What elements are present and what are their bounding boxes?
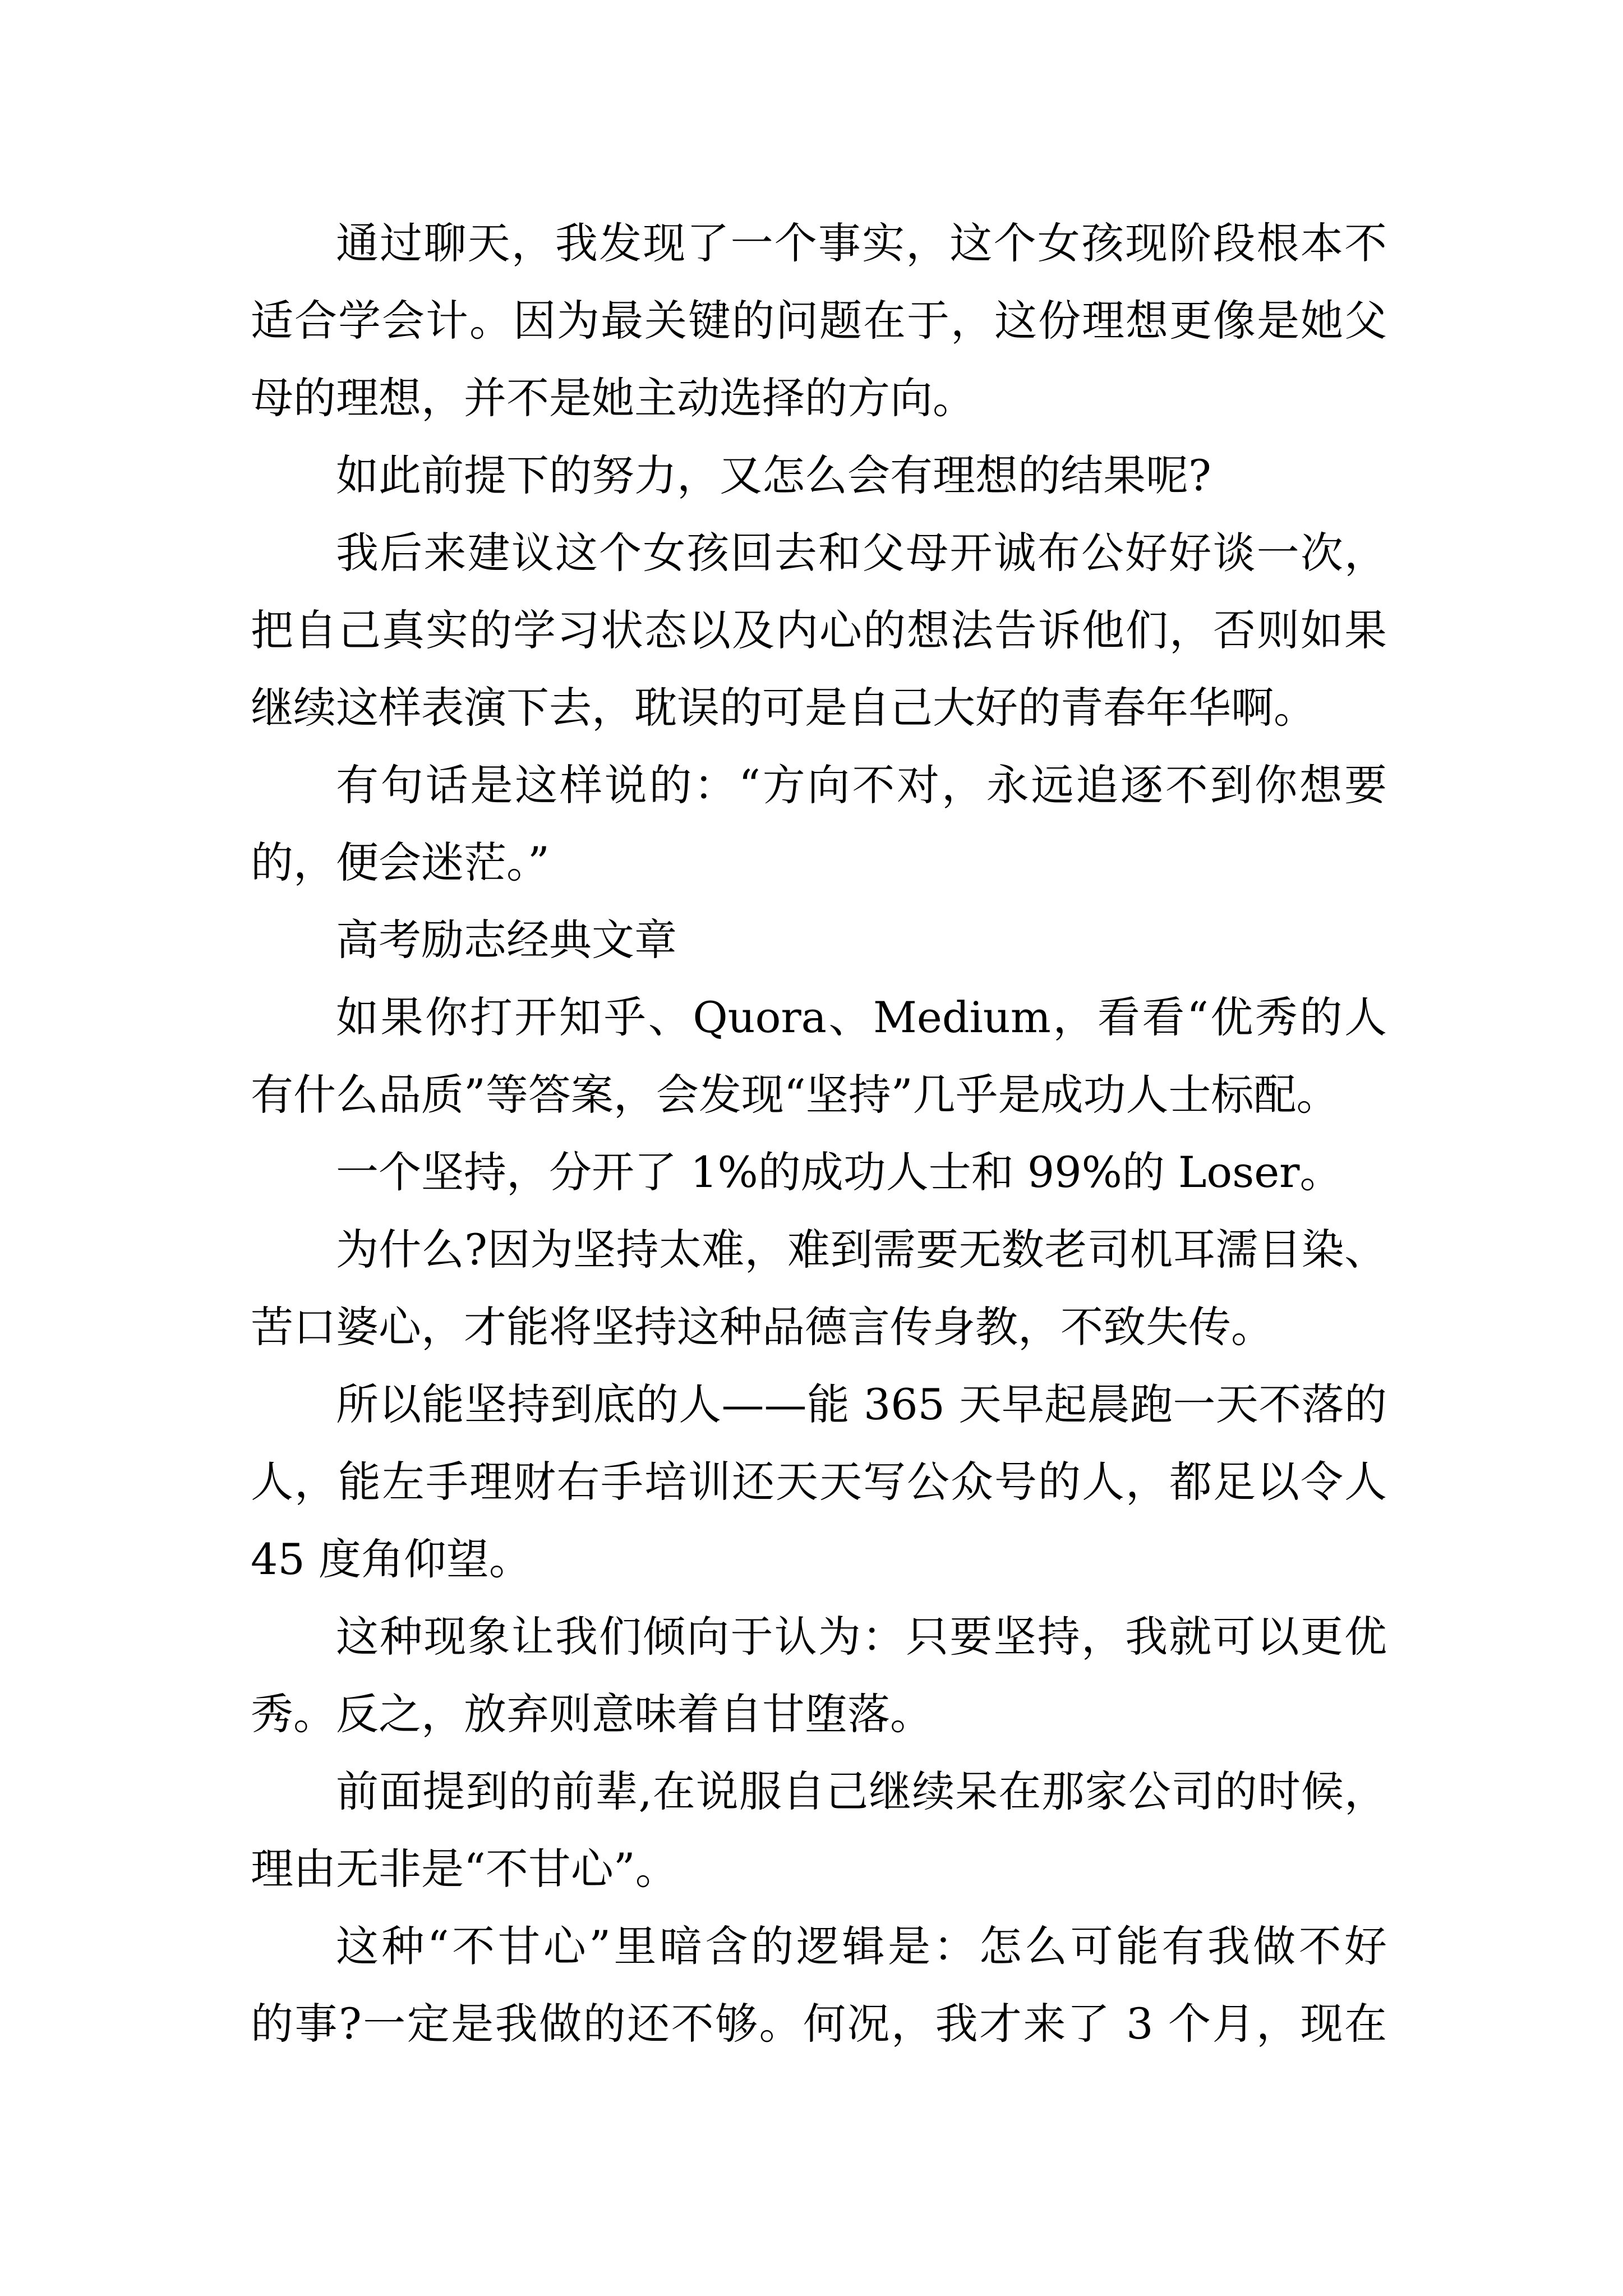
- paragraph-line: 所以能坚持到底的人——能 365 天早起晨跑一天不落的: [336, 1379, 1387, 1429]
- section-heading: 高考励志经典文章: [336, 915, 677, 965]
- paragraph-line: 秀。反之，放弃则意味着自甘堕落。: [251, 1689, 933, 1739]
- paragraph-line: 我后来建议这个女孩回去和父母开诚布公好好谈一次，: [336, 528, 1387, 578]
- paragraph-line: 有句话是这样说的：“方向不对，永远追逐不到你想要: [336, 760, 1387, 810]
- paragraph-line: 适合学会计。因为最关键的问题在于，这份理想更像是她父: [251, 296, 1387, 346]
- paragraph-line: 前面提到的前辈,在说服自己继续呆在那家公司的时候，: [336, 1766, 1387, 1816]
- paragraph-line: 45 度角仰望。: [251, 1534, 532, 1584]
- paragraph-line: 如此前提下的努力，又怎么会有理想的结果呢?: [336, 450, 1211, 500]
- paragraph-line: 这种“不甘心”里暗含的逻辑是：怎么可能有我做不好: [336, 1921, 1387, 1971]
- paragraph-line: 继续这样表演下去，耽误的可是自己大好的青春年华啊。: [251, 683, 1316, 733]
- paragraph-line: 通过聊天，我发现了一个事实，这个女孩现阶段根本不: [336, 218, 1387, 268]
- page-text: [251, 205, 1387, 2063]
- paragraph-line: 苦口婆心，才能将坚持这种品德言传身教，不致失传。: [251, 1302, 1274, 1352]
- paragraph-line: 母的理想，并不是她主动选择的方向。: [251, 373, 975, 423]
- paragraph-line: 为什么?因为坚持太难，难到需要无数老司机耳濡目染、: [336, 1225, 1387, 1274]
- paragraph-line: 把自己真实的学习状态以及内心的想法告诉他们，否则如果: [251, 605, 1387, 655]
- paragraph-line: 一个坚持，分开了 1%的成功人士和 99%的 Loser。: [336, 1147, 1343, 1197]
- paragraph-line: 的，便会迷茫。”: [251, 838, 550, 887]
- paragraph-line: 的事?一定是我做的还不够。何况，我才来了 3 个月，现在: [251, 1999, 1387, 2049]
- paragraph-line: 如果你打开知乎、Quora、Medium，看看“优秀的人: [336, 992, 1387, 1042]
- paragraph-line: 人，能左手理财右手培训还天天写公众号的人，都足以令人: [251, 1457, 1387, 1507]
- paragraph-line: 有什么品质”等答案，会发现“坚持”几乎是成功人士标配。: [251, 1070, 1339, 1120]
- paragraph-line: 这种现象让我们倾向于认为：只要坚持，我就可以更优: [336, 1612, 1387, 1662]
- paragraph-line: 理由无非是“不甘心”。: [251, 1844, 678, 1894]
